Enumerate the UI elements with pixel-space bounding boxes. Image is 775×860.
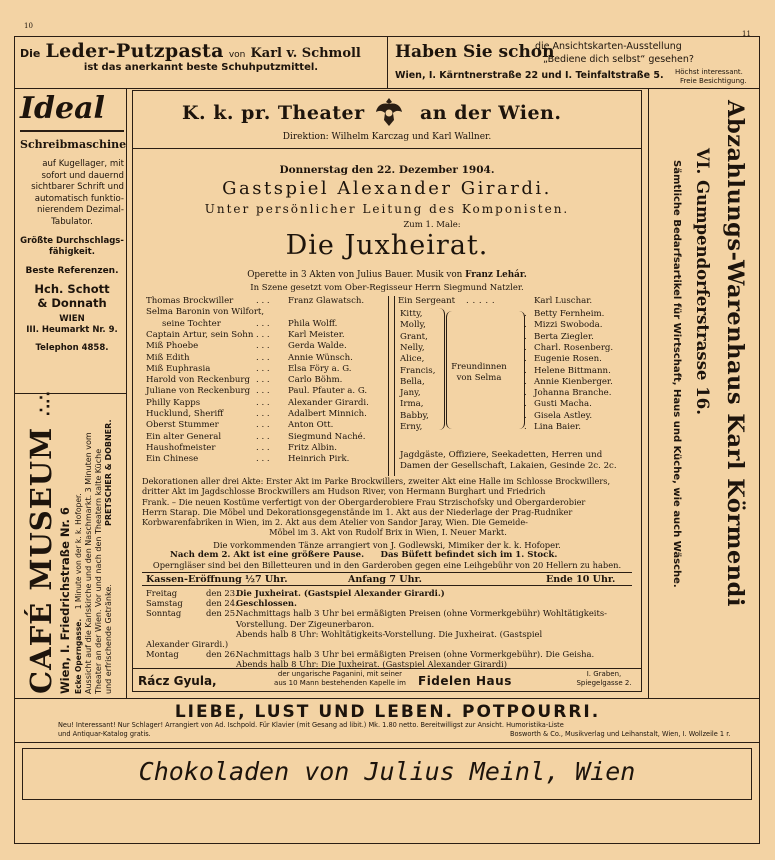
cast-role: Haushofmeister (146, 442, 216, 453)
cast-actor: Annie Wünsch. (288, 352, 353, 363)
schedule-text: Abends halb 8 Uhr: Wohltätigkeits-Vorstellung. Die Juxheirat. (Gastspiel (236, 628, 543, 639)
pause-line: Nach dem 2. Akt ist eine größere Pause. Das Büfett befindet sich im 1. Stock. (170, 550, 558, 560)
cast-actor: Berta Ziegler. (534, 331, 594, 342)
jagdgaeste: Jagdgäste, Offiziere, Seekadetten, Herren und Damen der Gesellschaft, Lakaien, Gesinde 2c. 2c. (400, 450, 617, 471)
leder-slogan: ist das anerkannt beste Schuhputzmittel. (83, 62, 319, 73)
cast-role: Ein alter General (146, 431, 222, 442)
operngläser: Operngläser sind bei den Billetteuren und in den Garderoben gegen eine Leihgebühr von 20 Hellern zu haben. (152, 560, 622, 570)
schedule-date: den 25. (206, 608, 238, 619)
cast-actor: Carlo Böhm. (288, 375, 343, 386)
cast-actor: Gusti Macha. (534, 399, 592, 410)
cafe-line: und erfrischende Getränke. (104, 584, 113, 694)
ideal-desc-line: nierendem Dezimal- (37, 205, 124, 215)
schedule-text: Geschlossen. (236, 598, 297, 609)
cast-role: Hucklund, Sheriff (146, 409, 224, 419)
cast-role: Babby, (400, 410, 429, 421)
cast-actor: Alexander Girardi. (288, 397, 369, 408)
racz-desc: der ungarische Paganini, mit seiner aus 10 Mann bestehenden Kapelle im (274, 670, 406, 687)
racz-addr: I. Graben, Spiegelgasse 2. (576, 670, 632, 687)
cast-role: Kitty, (400, 309, 423, 319)
cast-actor: Mizzi Swoboda. (534, 320, 603, 331)
leder-maker: Karl v. Schmoll (250, 46, 361, 61)
cast-actor: Helene Bittmann. (534, 365, 611, 376)
cast-actor: Annie Kienberger. (534, 376, 613, 387)
divider (387, 36, 388, 88)
ideal-desc-line: sichtbarer Schrift und (31, 182, 124, 192)
ansicht-bediene: „Bediene dich selbst“ gesehen? (543, 54, 694, 65)
cafe-owner: PRETSCHER & DOBNER. (104, 419, 113, 526)
theater-name-1: K. k. pr. Theater (182, 102, 365, 124)
ideal-addr: III. Heumarkt Nr. 9. (26, 325, 118, 335)
dekorationen: Dekorationen aller drei Akte: Erster Akt im Parke Brockwillers, zweiter Akt eine Halle im Schlosse Brockwillers, dritter Akt im Jagdschlosse Brockwillers am Hudson River, von Hermann Burghart und Friedrich Frank. – Die neuen Kostüme verfertigt von der Obergarderobiere Frau Strzischofsky und Obergarderobier Herrn Starap. Die Möbel und Dekorationsgegenstände im 1. Akt aus der Niederlage der Prag-Rudniker Korbwarenfabriken in Wien, im 2. Akt aus dem Atelier von Sandor Jaray, Wien. Die Gemeide- Möbel im 3. Akt von Rudolf Brix in Wien, I. Neuer Markt. (142, 476, 611, 538)
ideal-referenzen: Beste Referenzen. (25, 266, 119, 276)
leder-ad (20, 40, 382, 73)
cafe-title: CAFÉ MUSEUM ∴∴ (24, 390, 58, 694)
zum-ersten: Zum 1. Male: (403, 220, 461, 230)
cast-actor: Lina Baier. (534, 422, 582, 432)
cast-role: Miß Edith (146, 352, 190, 363)
liebe-line: und Antiquar-Katalog gratis. (58, 730, 151, 738)
ansicht-haben: Haben Sie schon (395, 42, 555, 62)
cast-actor: Charl. Rosenberg. (534, 342, 614, 353)
cast-actor: Heinrich Pirk. (288, 454, 350, 465)
cafe-addr: Wien, I. Friedrichstraße Nr. 6 (58, 507, 72, 694)
leder-von: von (228, 50, 246, 60)
cast-role: Thomas Brockwiller (146, 296, 234, 306)
ideal-groesste: fähigkeit. (49, 247, 95, 257)
ansicht-hoechst: Höchst interessant. (675, 68, 743, 76)
cast-role: Selma Baronin von Wilfort, (146, 307, 265, 318)
ideal-desc-line: Tabulator. (51, 216, 93, 227)
page-number-right: 11 (742, 30, 751, 38)
cast-actor: Adalbert Minnich. (288, 409, 367, 419)
theater-program: K. k. pr. Theater an der Wien. Direktion: Wilhelm Karczag und Karl Wallner. Donnerstag den 22. Dezember 1904. Gastspiel Alexander Girardi. Unter persönlicher Leitung des Komponisten. Zum 1. Male: Die Juxheirat. Operette in 3 Akten von Julius Bauer. Musik von Franz Lehár. In Szene gesetzt vom Ober-Regisseur Herrn Siegmund Natzler. Ein Sergeant . . . . . Karl Luschar. Freundinnen von Selma Jagdgäste, Offiziere, Seekadetten, Herren und Damen der Gesellschaft, Lakaien, Gesinde 2c. 2c. Dekorationen aller drei Akte: Erster Akt im Parke Brockwillers, zweiter Akt eine Halle im Schlosse Brockwillers, dritter Akt im Jagdschlosse Brockwillers am Hudson River, von Hermann Burghart und Friedrich Frank. – Die neuen Kostüme verfertigt von der Obergarderobiere Frau Strzischofsky und Obergarderobier Herrn Starap. Die Möbel und Dekorationsgegenstände im 1. Akt aus der Niederlage der Prag-Rudniker Korbwarenfabriken in Wien, im 2. Akt aus dem Atelier von Sandor Jaray, Wien. Die Gemeide- Möbel im 3. Akt von Rudolf Brix in Wien, I. Neuer Markt. Die vorkommenden Tänze arrangiert von J. Godlewski, Mimiker der k. k. Hofoper. Nach dem 2. Akt ist eine größere Pause. Das Büfett befindet sich im 1. Stock. Operngläser sind bei den Billetteuren und in den Garderoben gegen eine Leihgebühr von 20 Hellern zu haben. Kassen-Eröffnung ½7 Uhr. Anfang 7 Uhr. Ende 10 Uhr. Rácz Gyula, der ungarische Paganini, mit seiner aus 10 Mann bestehenden Kapelle im Fidelen Haus I. Graben, Spiegelgasse 2. Thomas Brockwiller . . . Franz Glawatsch. Selma Baronin von Wilfort, seine Tochter . . . Phila Wolff. Captain Artur, sein Sohn . . . Karl Meister. Miß Phoebe . . . Gerda Walde. Miß Edith . . . Annie Wünsch. Miß Euphrasia . . . Elsa Föry a. G. Harold von Reckenburg . . . Carlo Böhm. Juliane von Reckenburg . . . Paul. Pfauter a. G. Philly Kapps . . . Alexander Girardi. Hucklund, Sheriff . . . Adalbert Minnich. Oberst Stummer . . . Anton Ott. Ein alter General . . . Siegmund Naché. Haushofmeister . . . Fritz Albin. Ein Chinese . . . Heinrich Pirk. Kitty, . Betty Fernheim. Molly, . Mizzi Swoboda. Grant, . Berta Ziegler. Nelly, . Charl. Rosenberg. Alice, . Eugenie Rosen. Francis, . Helene Bittmann. Bella, . Annie Kienberger. Jany, . Johanna Branche. Irma, . Gusti Macha. Babby, . Gisela Astley. Erny, . Lina Baier. Freitag den 23. Die Juxheirat. (Gastspiel Alexander Girardi.) Samstag den 24. Geschlossen. Sonntag den 25. Nachmittags halb 3 Uhr bei ermäßigten Preisen (ohne Vormerkgebühr) Wohltätigkeits- Vorstellung. Der Zigeunerbaron. Abends halb 8 Uhr: Wohltätigkeits-Vorstellung. Die Juxheirat. (Gastspiel Alexander Girardi.) Montag den 26. Nachmittags halb 3 Uhr bei ermäßigten Preisen (ohne Vormerkgebühr). Die Geisha. Abends halb 8 Uhr: Die Juxheirat. (Gastspiel Alexander Girardi) (126, 88, 648, 698)
cast-role: Oberst Stummer (146, 420, 219, 431)
cafe-line: Aussicht auf die Karlskirche und den Naschmarkt. 3 Minuten vom (84, 432, 93, 694)
play-title: Die Juxheirat. (285, 230, 489, 261)
cast-role: Ein Sergeant (398, 296, 456, 306)
szene: In Szene gesetzt vom Ober-Regisseur Herrn Siegmund Natzler. (250, 283, 524, 293)
theater-name-2: an der Wien. (420, 102, 562, 124)
schedule-text: Alexander Girardi.) (146, 639, 229, 649)
cast-role: Grant, (400, 331, 428, 342)
cafe-line: Theater an der Wien. Vor und nach den Theatern kalte Küche (94, 448, 103, 694)
ideal-firm: & Donnath (37, 296, 107, 310)
gastspiel: Gastspiel Alexander Girardi. (222, 178, 552, 199)
ideal-sub: Schreibmaschine (20, 138, 127, 151)
cast-role: Juliane von Reckenburg (146, 386, 251, 397)
cast-role: Molly, (400, 320, 426, 331)
schedule-text: Abends halb 8 Uhr: Die Juxheirat. (Gastspiel Alexander Girardi) (236, 659, 508, 670)
page-number-left: 10 (24, 22, 33, 30)
kormendi-addr: VI. Gumpendorferstrasse 16. (693, 148, 712, 415)
ideal-desc-line: automatisch funktio- (34, 193, 124, 204)
ansicht-die: die Ansichtskarten-Ausstellung (535, 41, 682, 52)
cast-role: Francis, (400, 365, 436, 376)
ideal-desc-line: auf Kugellager, mit (42, 159, 124, 169)
schedule-text: Nachmittags halb 3 Uhr bei ermäßigten Preisen (ohne Vormerkgebühr) Wohltätigkeits- (236, 608, 607, 619)
schedule-day: Samstag (146, 598, 183, 609)
racz-name: Rácz Gyula, (138, 674, 217, 688)
ende: Ende 10 Uhr. (546, 574, 616, 585)
perf-date: Donnerstag den 22. Dezember 1904. (279, 164, 495, 176)
cast-role: Bella, (400, 376, 425, 387)
kormendi-desc: Sämtliche Bedarfsartikel für Wirtschaft, Haus und Küche, wie auch Wäsche. (671, 160, 682, 588)
divider (394, 296, 395, 476)
ideal-desc-line: sofort und dauernd (41, 170, 124, 181)
cast-actor: Siegmund Naché. (288, 431, 366, 442)
freundinnen-label: Freundinnen von Selma (451, 362, 507, 383)
leitung: Unter persönlicher Leitung des Komponisten. (204, 202, 570, 216)
kormendi-title: Abzahlungs-Warenhaus Karl Körmendi (722, 100, 748, 607)
leder-die: Die (20, 47, 41, 60)
cast-role: Miß Phoebe (146, 341, 199, 352)
cast-actor: Franz Glawatsch. (288, 296, 365, 306)
cast-actor: Gerda Walde. (288, 341, 347, 352)
cast-actor: Betty Fernheim. (534, 309, 605, 319)
schedule-day: Freitag (146, 588, 178, 598)
cast-role: Nelly, (400, 342, 425, 353)
liebe-ad (20, 700, 755, 742)
schedule-date: den 24. (206, 598, 238, 609)
ideal-title: Ideal (20, 91, 105, 126)
ansicht-frei: Freie Besichtigung. (680, 77, 747, 85)
ideal-groesste: Größte Durchschlags- (20, 236, 124, 246)
direktion: Direktion: Wilhelm Karczag und Karl Wallner. (282, 132, 492, 142)
cast-role: Miß Euphrasia (146, 363, 211, 374)
ideal-city: WIEN (59, 314, 85, 324)
cast-actor: Karl Meister. (288, 329, 345, 340)
schedule-text: Vorstellung. Der Zigeunerbaron. (236, 618, 375, 629)
cafe-ad (14, 390, 126, 698)
ideal-tel: Telephon 4858. (35, 343, 109, 353)
ideal-firm: Hch. Schott (34, 282, 110, 296)
ansicht-wien: Wien, I. Kärntnerstraße 22 und I. Teinfaltstraße 5. (395, 70, 664, 81)
cast-role: Jany, (400, 388, 421, 399)
cast-actor: Eugenie Rosen. (534, 354, 602, 365)
cast-role: Philly Kapps (146, 397, 201, 408)
cast-actor: Phila Wolff. (288, 318, 338, 329)
cast-actor: Gisela Astley. (534, 410, 593, 421)
schedule-text: Nachmittags halb 3 Uhr bei ermäßigten Preisen (ohne Vormerkgebühr). Die Geisha. (236, 649, 595, 660)
cast-actor: Johanna Branche. (534, 388, 612, 399)
taenze: Die vorkommenden Tänze arrangiert von J. Godlewski, Mimiker der k. k. Hofoper. (213, 540, 561, 550)
cast-role: Irma, (400, 399, 424, 410)
cast-role: Harold von Reckenburg (146, 375, 251, 386)
operette-line: Operette in 3 Akten von Julius Bauer. Musik von Franz Lehár. (247, 270, 527, 280)
divider (14, 742, 760, 743)
cast-actor: Paul. Pfauter a. G. (288, 386, 368, 397)
cast-role: Erny, (400, 422, 423, 432)
schedule-text: Die Juxheirat. (Gastspiel Alexander Girardi.) (236, 588, 445, 598)
cast-actor: Anton Ott. (288, 420, 334, 431)
cast-role: Ein Chinese (146, 454, 199, 465)
kormendi-ad (648, 92, 760, 698)
kasse: Kassen-Eröffnung ½7 Uhr. (146, 574, 288, 585)
liebe-title: LIEBE, LUST UND LEBEN. POTPOURRI. (174, 702, 601, 722)
schedule-date: den 26. (206, 649, 238, 660)
racz-haus: Fidelen Haus (418, 674, 512, 688)
liebe-line: Neu! Interessant! Nur Schlager! Arrangiert von Ad. Ischpold. Für Klavier (mit Gesang ad libit.) Mk. 1.80 netto. Bereitwilligst zur Ansicht. Humoristika-Liste (58, 721, 564, 729)
cast-role: Captain Artur, sein Sohn (146, 329, 254, 340)
cast-role: seine Tochter (162, 318, 221, 329)
cast-actor: Elsa Föry a. G. (288, 363, 352, 374)
meinl-ad: Chokoladen von Julius Meinl, Wien (138, 757, 636, 786)
schedule-day: Sonntag (146, 608, 182, 619)
divider (14, 698, 760, 699)
schedule-date: den 23. (206, 588, 238, 598)
cast-actor: Fritz Albin. (288, 442, 338, 453)
anfang: Anfang 7 Uhr. (348, 574, 422, 585)
eagle-crest-icon (374, 96, 404, 128)
divider (388, 296, 389, 476)
cafe-ecke: Ecke Operngasse. 1 Minute von der k. k. Hofoper. (74, 493, 83, 694)
cast-role: Alice, (400, 354, 425, 365)
liebe-publisher: Bosworth & Co., Musikverlag und Leihanstalt, Wien, I. Wollzeile 1 r. (510, 730, 731, 738)
ideal-ad (20, 91, 127, 353)
cast-actor: Karl Luschar. (534, 296, 593, 306)
schedule-day: Montag (146, 649, 179, 660)
leder-brand: Leder-Putzpasta (45, 40, 224, 62)
